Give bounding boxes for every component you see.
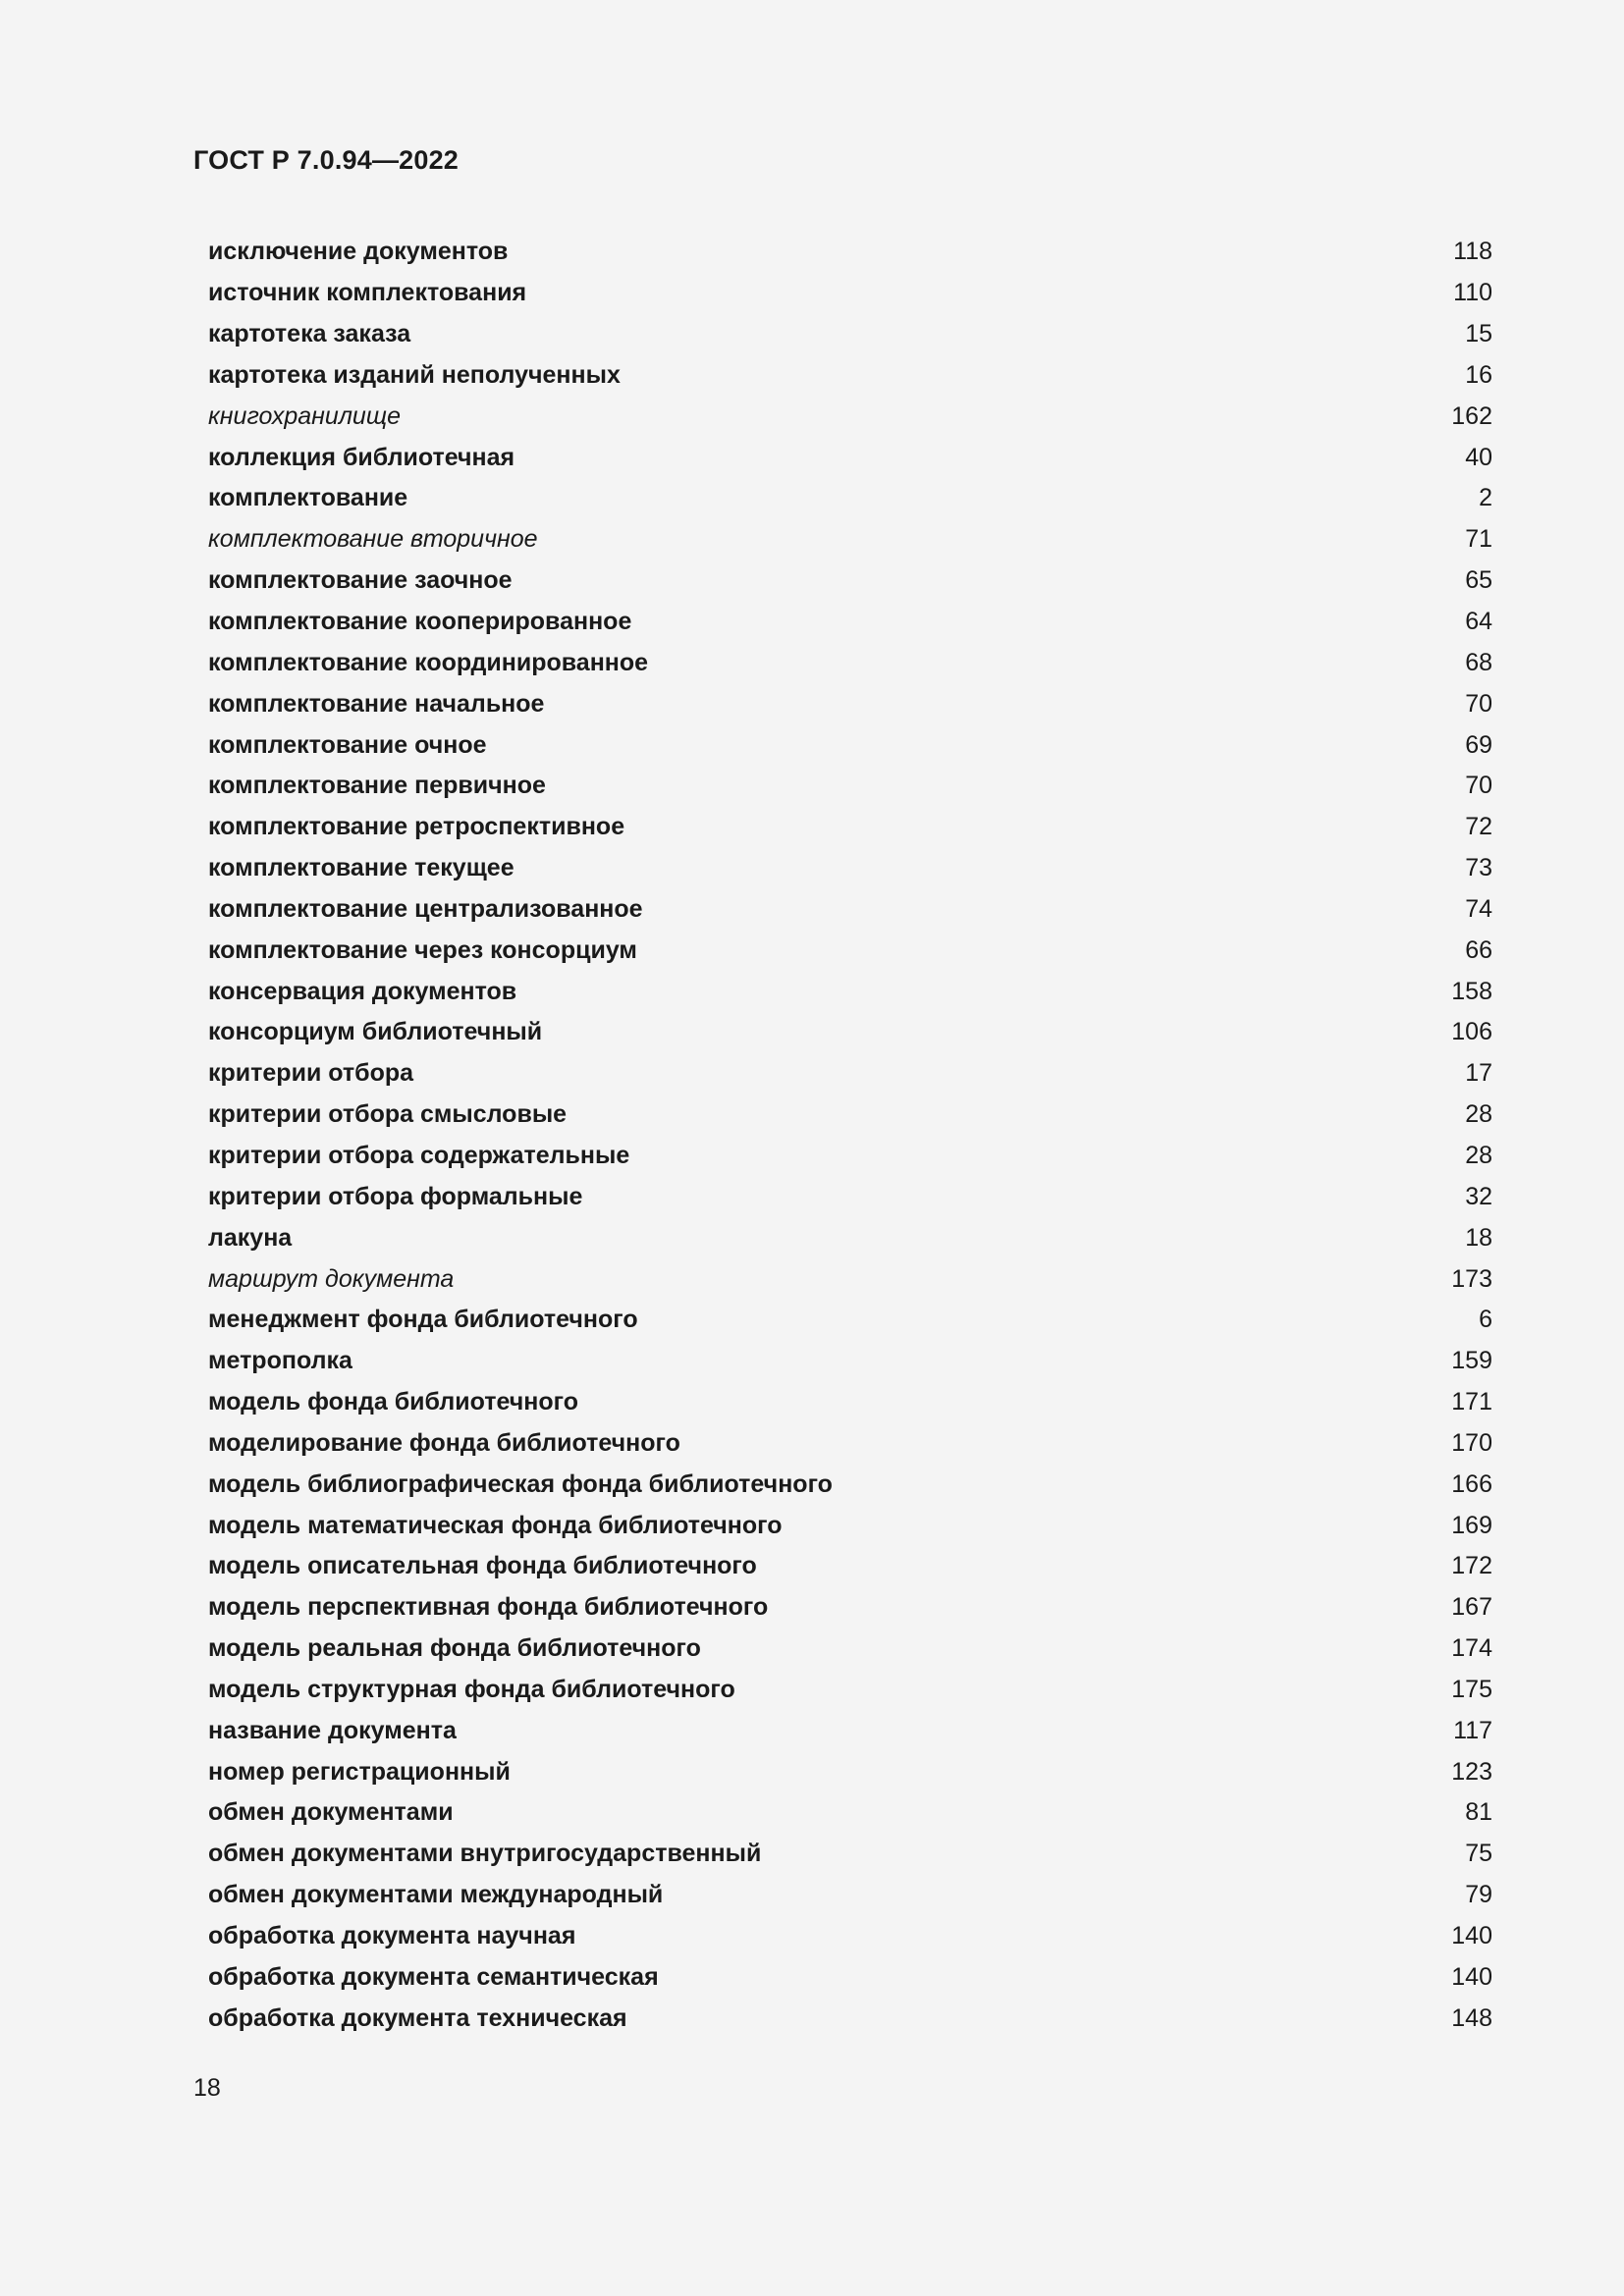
index-term: комплектование координированное [208,648,649,676]
index-term: модель фонда библиотечного [208,1388,579,1416]
index-page-ref: 140 [1451,1922,1492,1950]
index-entry [208,1629,1492,1670]
index-page-ref: 158 [1451,977,1492,1005]
index-term: комплектование централизованное [208,894,643,923]
index-entry [208,437,1492,478]
index-page-ref: 73 [1465,854,1492,882]
index-page-ref: 28 [1465,1100,1492,1129]
index-term: метрополка [208,1347,352,1375]
index-term: критерии отбора [208,1059,414,1088]
index-page-ref: 159 [1451,1347,1492,1375]
index-page-ref: 172 [1451,1552,1492,1580]
index-term: консорциум библиотечный [208,1018,543,1046]
index-term: обработка документа техническая [208,2003,627,2032]
index-entry [208,1834,1492,1875]
index-entry [208,1341,1492,1382]
index-term: модель библиографическая фонда библиотечного [208,1469,833,1498]
index-page-ref: 15 [1465,320,1492,348]
index-list [208,232,1492,2039]
index-entry [208,1670,1492,1711]
index-entry [208,1998,1492,2039]
index-page-ref: 6 [1479,1306,1492,1334]
index-entry [208,355,1492,397]
index-entry [208,971,1492,1012]
index-entry [208,478,1492,519]
index-entry [208,1587,1492,1629]
index-term: критерии отбора содержательные [208,1141,630,1169]
index-page-ref: 70 [1465,689,1492,718]
index-entry [208,1382,1492,1423]
index-term: книгохранилище [208,401,402,430]
index-page-ref: 64 [1465,608,1492,636]
index-entry [208,1258,1492,1300]
index-entry [208,930,1492,971]
index-term: лакуна [208,1223,293,1252]
index-page-ref: 81 [1465,1798,1492,1827]
index-page-ref: 79 [1465,1881,1492,1909]
index-term: комплектование первичное [208,772,546,800]
index-entry [208,314,1492,355]
index-term: комплектование через консорциум [208,935,637,964]
index-entry [208,1136,1492,1177]
index-entry [208,1053,1492,1095]
index-term: обмен документами внутригосударственный [208,1840,762,1868]
index-term: менеджмент фонда библиотечного [208,1306,638,1334]
index-page-ref: 117 [1453,1716,1492,1744]
index-entry [208,766,1492,807]
index-page-ref: 106 [1451,1018,1492,1046]
index-entry [208,724,1492,766]
index-page-ref: 170 [1451,1428,1492,1457]
index-entry [208,683,1492,724]
index-term: критерии отбора формальные [208,1182,583,1210]
index-page-ref: 2 [1479,484,1492,512]
document-header: ГОСТ Р 7.0.94—2022 [193,145,460,175]
index-term: комплектование начальное [208,689,545,718]
index-entry [208,1422,1492,1464]
index-page-ref: 110 [1453,279,1492,307]
index-entry [208,807,1492,848]
index-entry [208,1956,1492,1998]
index-term: модель реальная фонда библиотечного [208,1634,701,1663]
index-entry [208,1505,1492,1546]
index-term: обработка документа семантическая [208,1962,659,1991]
index-term: коллекция библиотечная [208,443,515,471]
index-term: комплектование очное [208,730,487,759]
index-page-ref: 32 [1465,1182,1492,1210]
index-entry [208,1751,1492,1792]
index-term: модель структурная фонда библиотечного [208,1675,735,1703]
index-page-ref: 66 [1465,935,1492,964]
index-page-ref: 169 [1451,1511,1492,1539]
index-entry [208,1710,1492,1751]
index-term: модель математическая фонда библиотечного [208,1511,783,1539]
index-term: модель перспективная фонда библиотечного [208,1593,769,1622]
index-entry [208,1546,1492,1587]
index-term: название документа [208,1716,457,1744]
index-term: номер регистрационный [208,1757,511,1786]
page-number: 18 [193,2074,221,2102]
index-page-ref: 140 [1451,1962,1492,1991]
index-page-ref: 69 [1465,730,1492,759]
index-page-ref: 68 [1465,648,1492,676]
index-term: комплектование текущее [208,854,514,882]
index-entry [208,232,1492,273]
index-page-ref: 162 [1451,401,1492,430]
index-term: комплектование заочное [208,566,513,595]
index-page-ref: 70 [1465,772,1492,800]
index-page-ref: 18 [1465,1223,1492,1252]
index-page-ref: 118 [1453,238,1492,266]
index-term: критерии отбора смысловые [208,1100,568,1129]
index-page-ref: 65 [1465,566,1492,595]
index-term: комплектование кооперированное [208,608,632,636]
index-entry [208,1217,1492,1258]
index-term: исключение документов [208,238,509,266]
index-page-ref: 75 [1465,1840,1492,1868]
index-entry [208,1916,1492,1957]
index-entry [208,889,1492,931]
index-page-ref: 167 [1451,1593,1492,1622]
index-page-ref: 40 [1465,443,1492,471]
index-term: картотека изданий неполученных [208,360,621,389]
index-term: маршрут документа [208,1264,455,1293]
index-term: комплектование [208,484,408,512]
index-term: комплектование вторичное [208,525,538,554]
index-term: обработка документа научная [208,1922,576,1950]
index-entry [208,1792,1492,1834]
index-term: обмен документами международный [208,1881,664,1909]
index-page-ref: 71 [1465,525,1492,554]
index-page-ref: 16 [1465,360,1492,389]
index-entry [208,1176,1492,1217]
index-entry [208,642,1492,683]
index-entry [208,1012,1492,1053]
index-entry [208,848,1492,889]
index-page-ref: 28 [1465,1141,1492,1169]
index-page-ref: 17 [1465,1059,1492,1088]
index-term: обмен документами [208,1798,454,1827]
index-entry [208,1464,1492,1505]
index-entry [208,396,1492,437]
index-page-ref: 171 [1451,1388,1492,1416]
index-page-ref: 123 [1451,1757,1492,1786]
index-entry [208,1300,1492,1341]
index-page-ref: 148 [1451,2003,1492,2032]
index-term: источник комплектования [208,279,527,307]
index-page-ref: 166 [1451,1469,1492,1498]
index-entry [208,519,1492,561]
index-page-ref: 173 [1451,1264,1492,1293]
index-entry [208,1095,1492,1136]
index-page-ref: 174 [1451,1634,1492,1663]
index-term: комплектование ретроспективное [208,813,625,841]
index-entry [208,602,1492,643]
index-term: картотека заказа [208,320,411,348]
index-entry [208,1875,1492,1916]
index-term: консервация документов [208,977,517,1005]
index-page-ref: 72 [1465,813,1492,841]
index-page-ref: 74 [1465,894,1492,923]
index-term: моделирование фонда библиотечного [208,1428,680,1457]
index-entry [208,273,1492,314]
index-page-ref: 175 [1451,1675,1492,1703]
index-entry [208,561,1492,602]
index-term: модель описательная фонда библиотечного [208,1552,757,1580]
